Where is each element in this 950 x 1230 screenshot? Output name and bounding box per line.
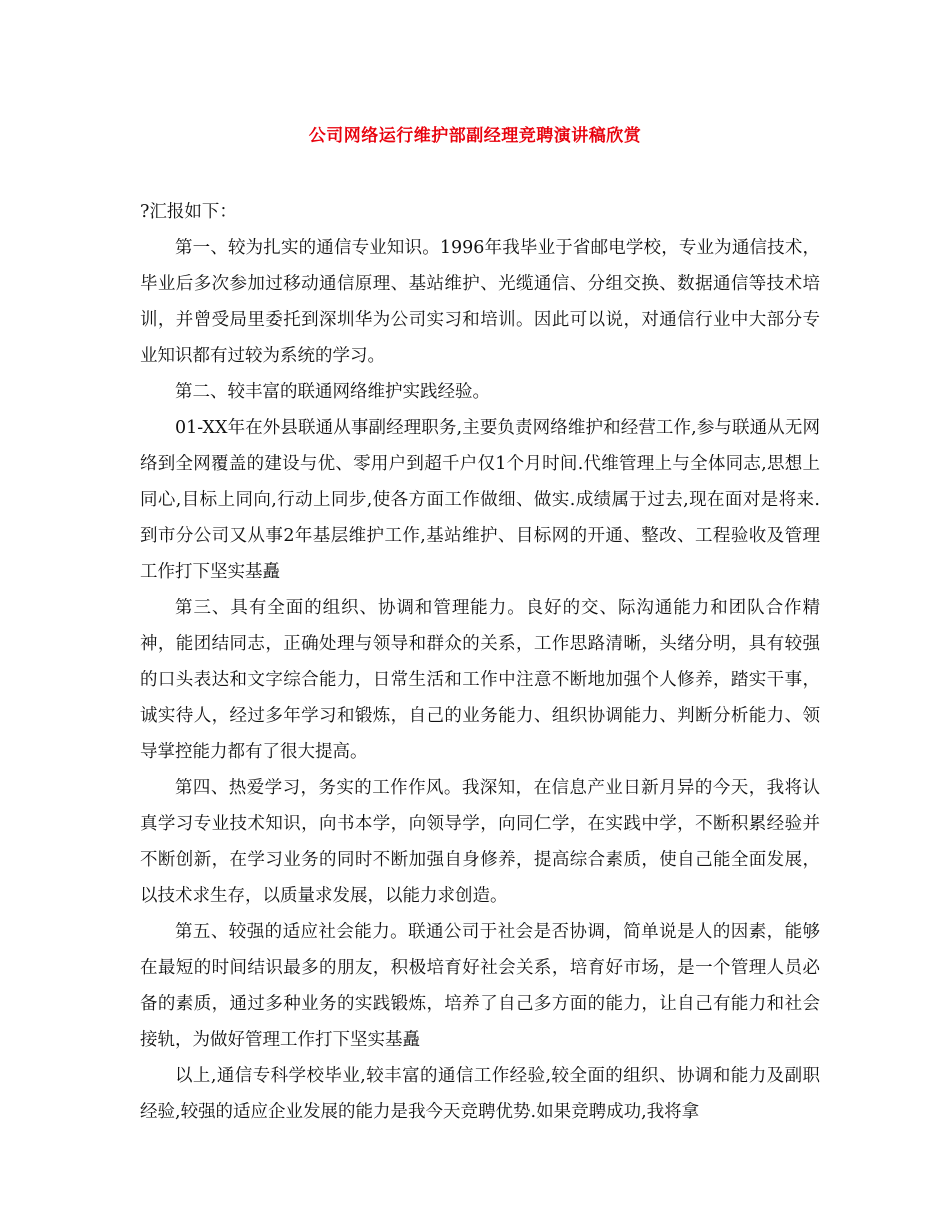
body-paragraph: 第二、较丰富的联通网络维护实践经验。 bbox=[175, 382, 490, 402]
body-paragraph: ?汇报如下： bbox=[140, 202, 237, 222]
body-paragraph: 第三、具有全面的组织、协调和管理能力。良好的交、际沟通能力和团队合作精神，能团结同志，正确处理与领导和群众的关系，工作思路清晰，头绪分明，具有较强的口头表达和文字综合能力，日常生活和工作中注意不断地加强个人修养，踏实干事，诚实待人，经过多年学习和锻炼，自己的业务能力、组织协调能力、判断分析能力、领导掌控能力都有了很大提高。 bbox=[140, 598, 820, 762]
document-body bbox=[140, 194, 820, 1130]
body-paragraph: 01-XX年在外县联通从事副经理职务,主要负责网络维护和经营工作,参与联通从无网络到全网覆盖的建设与优、零用户到超千户仅1个月时间.代维管理上与全体同志,思想上同心,目标上同向,行动上同步,使各方面工作做细、做实.成绩属于过去,现在面对是将来.到市分公司又从事2年基层维护工作,基站维护、目标网的开通、整改、工程验收及管理工作打下坚实基矗 bbox=[140, 418, 820, 582]
body-paragraph: 第一、较为扎实的通信专业知识。1996年我毕业于省邮电学校，专业为通信技术，毕业后多次参加过移动通信原理、基站维护、光缆通信、分组交换、数据通信等技术培训，并曾受局里委托到深圳华为公司实习和培训。因此可以说，对通信行业中大部分专业知识都有过较为系统的学习。 bbox=[140, 238, 820, 366]
body-paragraph: 以上,通信专科学校毕业,较丰富的通信工作经验,较全面的组织、协调和能力及副职经验,较强的适应企业发展的能力是我今天竞聘优势.如果竞聘成功,我将拿 bbox=[140, 1066, 820, 1122]
body-paragraph: 第五、较强的适应社会能力。联通公司于社会是否协调，简单说是人的因素，能够在最短的时间结识最多的朋友，积极培育好社会关系，培育好市场，是一个管理人员必备的素质，通过多种业务的实践锻炼，培养了自己多方面的能力，让自己有能力和社会接轨，为做好管理工作打下坚实基矗 bbox=[140, 922, 820, 1050]
document-title: 公司网络运行维护部副经理竞聘演讲稿欣赏 bbox=[308, 126, 642, 146]
body-paragraph: 第四、热爱学习，务实的工作作风。我深知，在信息产业日新月异的今天，我将认真学习专业技术知识，向书本学，向领导学，向同仁学，在实践中学，不断积累经验并不断创新，在学习业务的同时不断加强自身修养，提高综合素质，使自己能全面发展，以技术求生存，以质量求发展，以能力求创造。 bbox=[140, 778, 820, 906]
